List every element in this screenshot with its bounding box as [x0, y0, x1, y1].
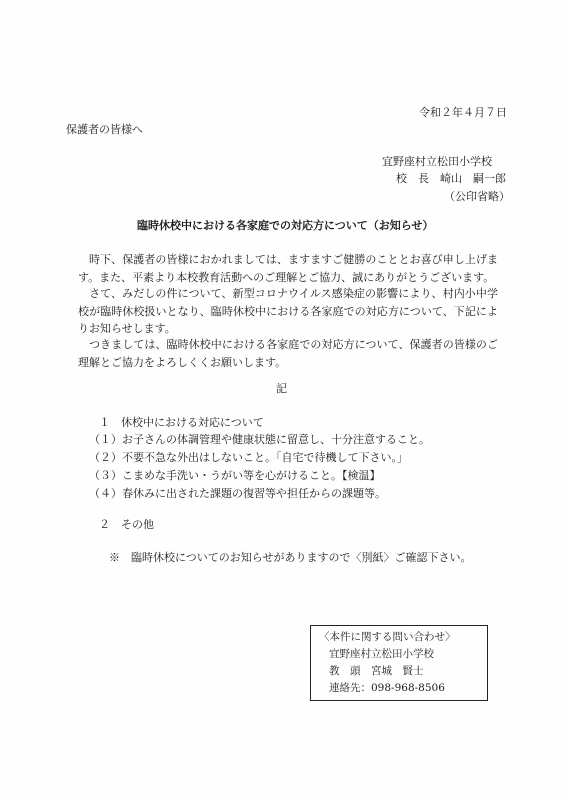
document-title: 臨時休校中における各家庭での対応方について（お知らせ）: [137, 219, 434, 232]
body-paragraph-1: 時下、保護者の皆様におかれましては、ますますご健勝のこととお喜び申し上げます。また、平素より本校教育活動へのご理解とご協力、誠にありがとうございます。: [78, 253, 498, 284]
section2-note: ※ 臨時休校についてのお知らせがありますので〈別紙〉ご確認下さい。: [109, 551, 472, 564]
section2-heading: ２ その他: [99, 518, 154, 531]
section1-item: （１）お子さんの体調管理や健康状態に留意し、十分注意すること。: [89, 433, 430, 446]
contact-box: [310, 625, 488, 701]
seal-note: （公印省略）: [444, 190, 510, 203]
date: 令和２年４月７日: [419, 106, 507, 119]
body-paragraph-3: つきましては、臨時休校中における各家庭での対応方について、保護者の皆様のご理解とご協力をよろしくくお願いします。: [78, 338, 498, 369]
sender-principal: 校 長 崎山 嗣一郎: [396, 172, 506, 185]
ki-heading: 記: [276, 382, 287, 395]
contact-person: 教 頭 宮城 賢士: [329, 665, 424, 677]
contact-title: 〈本件に関する問い合わせ〉: [319, 631, 456, 643]
section1-item: （３）こまめな手洗い・うがい等を心がけること。【検温】: [89, 469, 381, 482]
contact-school: 宜野座村立松田小学校: [329, 648, 434, 660]
sender-school: 宜野座村立松田小学校: [382, 155, 492, 168]
section1-item: （４）春休みに出された課題の復習等や担任からの課題等。: [89, 487, 386, 500]
contact-phone: 連絡先：098-968-8506: [329, 682, 445, 694]
recipient: 保護者の皆様へ: [66, 123, 143, 136]
body-paragraph-2: さて、みだしの件について、新型コロナウイルス感染症の影響により、村内小中学校が臨時休校扱いとなり、臨時休校中における各家庭での対応方について、下記によりお知らせします。: [78, 287, 498, 335]
section1-item: （２）不要不急な外出はしないこと。「自宅で待機して下さい。」: [89, 451, 408, 464]
section1-heading: １ 休校中における対応について: [99, 416, 264, 429]
